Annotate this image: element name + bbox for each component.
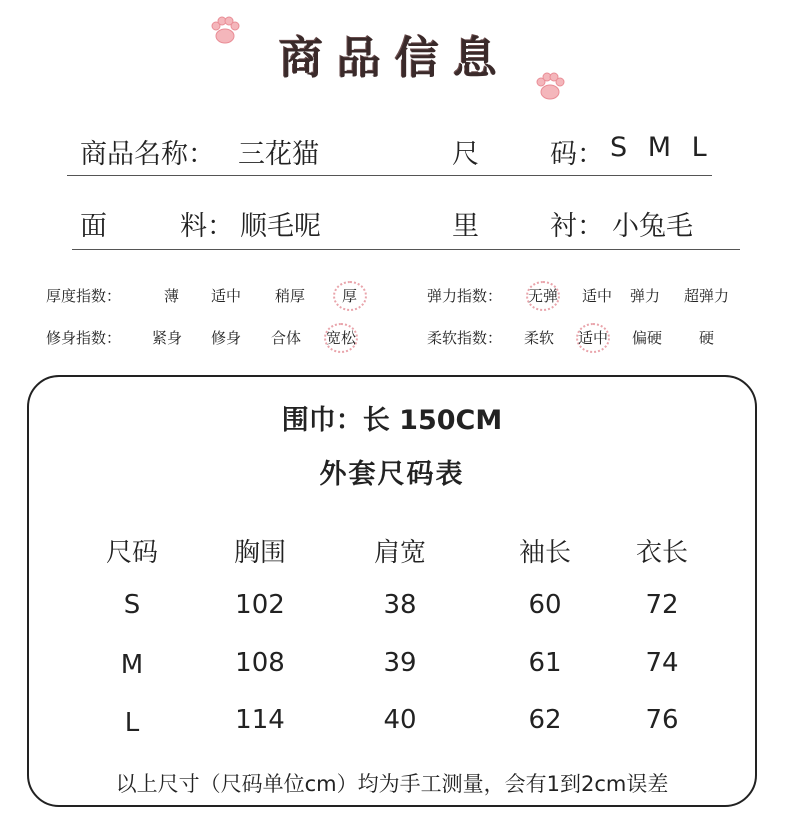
fit-option: 合体 xyxy=(271,329,302,347)
size-chart-title: 外套尺码表 xyxy=(319,459,465,490)
divider xyxy=(72,249,740,250)
lining-value: 小兔毛 xyxy=(612,211,693,242)
thickness-option-selected: 厚 xyxy=(342,287,358,305)
table-cell: 72 xyxy=(645,590,679,620)
table-cell: 61 xyxy=(528,648,562,678)
divider xyxy=(67,175,712,176)
size-value: S M L xyxy=(610,132,713,163)
table-cell: 60 xyxy=(528,590,562,620)
lining-label-a: 里 xyxy=(452,211,479,242)
lining-label-b: 衬： xyxy=(550,211,604,242)
table-header: 衣长 xyxy=(635,538,688,568)
elasticity-option: 弹力 xyxy=(630,287,661,305)
table-cell: 38 xyxy=(383,590,417,620)
name-label: 商品名称： xyxy=(80,139,215,170)
fabric-label-b: 料： xyxy=(180,211,234,242)
fit-option-selected: 宽松 xyxy=(326,329,357,347)
table-cell: 114 xyxy=(235,705,285,735)
fit-label: 修身指数： xyxy=(46,329,122,347)
table-cell: 40 xyxy=(383,705,417,735)
size-label-a: 尺 xyxy=(452,139,479,170)
table-cell: 102 xyxy=(235,590,285,620)
measurement-note: 以上尺寸（尺码单位cm）均为手工测量，会有1到2cm误差 xyxy=(115,772,669,796)
fit-option: 修身 xyxy=(211,329,242,347)
table-header: 胸围 xyxy=(233,538,286,568)
table-cell: 76 xyxy=(645,705,679,735)
table-cell: 39 xyxy=(383,648,417,678)
softness-option: 偏硬 xyxy=(632,329,663,347)
elasticity-label: 弹力指数： xyxy=(427,287,503,305)
softness-option: 硬 xyxy=(699,329,715,347)
table-cell: L xyxy=(124,708,140,738)
elasticity-option: 适中 xyxy=(582,287,613,305)
scarf-length: 围巾：长 150CM xyxy=(281,405,503,436)
elasticity-option: 超弹力 xyxy=(684,287,730,305)
table-header: 尺码 xyxy=(105,538,158,568)
thickness-option: 薄 xyxy=(164,287,180,305)
name-value: 三花猫 xyxy=(238,139,319,170)
fit-option: 紧身 xyxy=(152,329,183,347)
page-title: 商品信息 xyxy=(279,33,511,84)
thickness-option: 适中 xyxy=(211,287,242,305)
table-cell: S xyxy=(123,590,141,620)
softness-option-selected: 适中 xyxy=(578,329,609,347)
table-cell: 74 xyxy=(645,648,679,678)
size-label-b: 码： xyxy=(550,139,604,170)
table-header: 袖长 xyxy=(518,538,571,568)
fabric-value: 顺毛呢 xyxy=(240,211,321,242)
fabric-label-a: 面 xyxy=(80,211,107,242)
thickness-label: 厚度指数： xyxy=(46,287,122,305)
table-cell: 62 xyxy=(528,705,562,735)
softness-option: 柔软 xyxy=(524,329,555,347)
table-header: 肩宽 xyxy=(373,538,426,568)
table-cell: 108 xyxy=(235,648,285,678)
elasticity-option-selected: 无弹 xyxy=(528,287,559,305)
table-cell: M xyxy=(120,650,144,680)
thickness-option: 稍厚 xyxy=(275,287,306,305)
softness-label: 柔软指数： xyxy=(427,329,503,347)
